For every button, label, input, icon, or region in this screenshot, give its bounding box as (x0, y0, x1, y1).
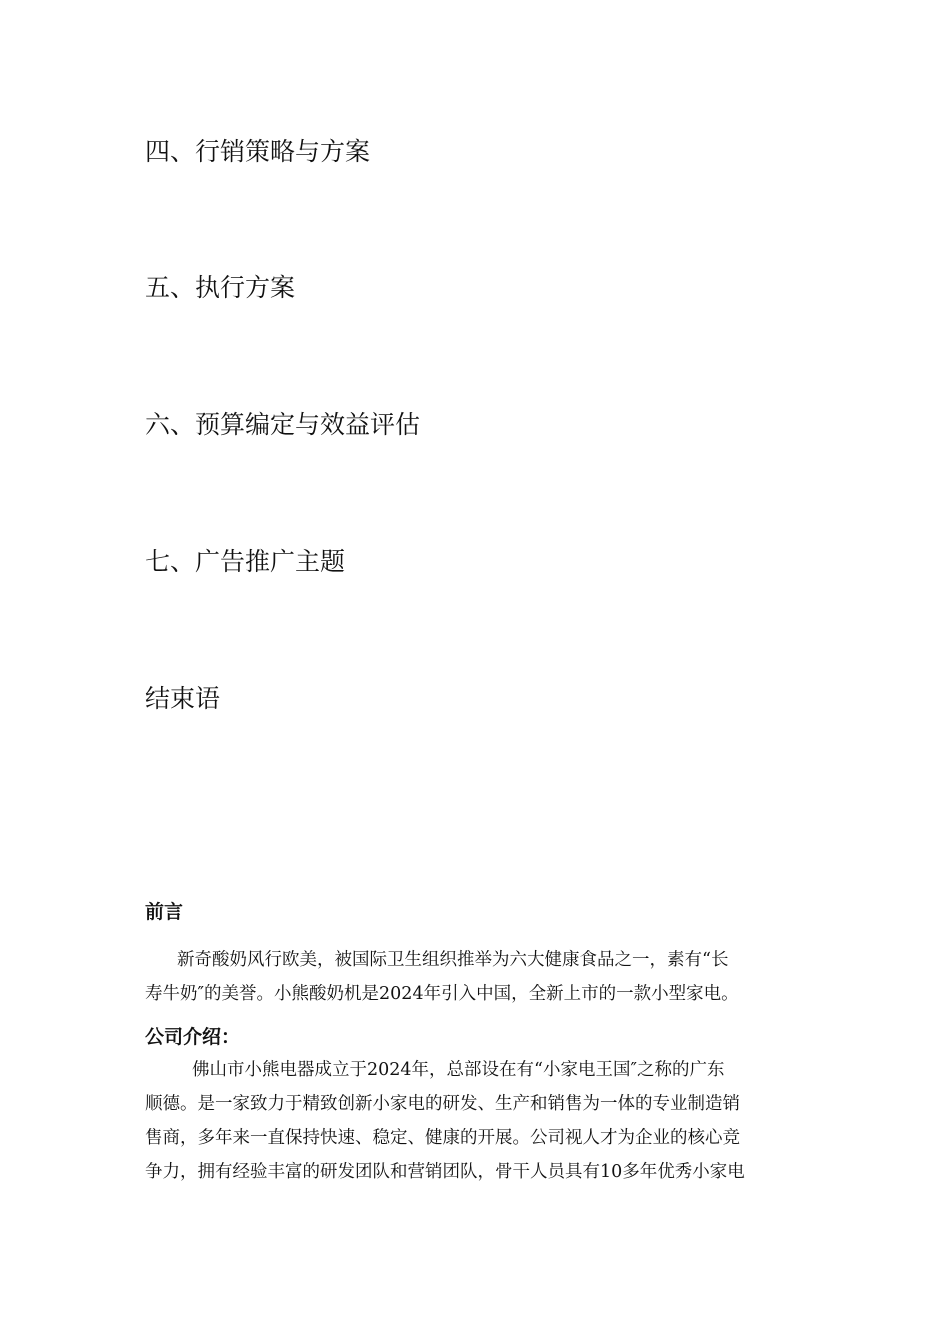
company-line: 佛山市小熊电器成立于2024年，总部设在有“小家电王国″之称的广东 (192, 1060, 725, 1080)
preface-title: 前言 (145, 901, 184, 923)
company-line: 争力，拥有经验丰富的研发团队和营销团队，骨干人员具有10多年优秀小家电 (145, 1162, 745, 1182)
company-intro-paragraph (145, 1053, 805, 1189)
preface-line: 寿牛奶″的美誉。小熊酸奶机是2024年引入中国，全新上市的一款小型家电。 (145, 984, 739, 1004)
company-intro-title: 公司介绍： (145, 1026, 241, 1048)
toc-heading-budget: 六、预算编定与效益评估 (145, 410, 421, 439)
toc-heading-conclusion: 结束语 (145, 684, 221, 713)
company-line: 顺德。是一家致力于精致创新小家电的研发、生产和销售为一体的专业制造销 (145, 1094, 740, 1114)
toc-heading-execution-plan: 五、执行方案 (145, 273, 296, 302)
toc-heading-ad-theme: 七、广告推广主题 (145, 547, 346, 576)
preface-line: 新奇酸奶风行欧美，被国际卫生组织推举为六大健康食品之一，素有“长 (177, 950, 729, 970)
toc-heading-marketing-strategy: 四、行销策略与方案 (145, 137, 371, 166)
company-line: 售商，多年来一直保持快速、稳定、健康的开展。公司视人才为企业的核心竞 (145, 1128, 740, 1148)
preface-paragraph (145, 943, 805, 1011)
